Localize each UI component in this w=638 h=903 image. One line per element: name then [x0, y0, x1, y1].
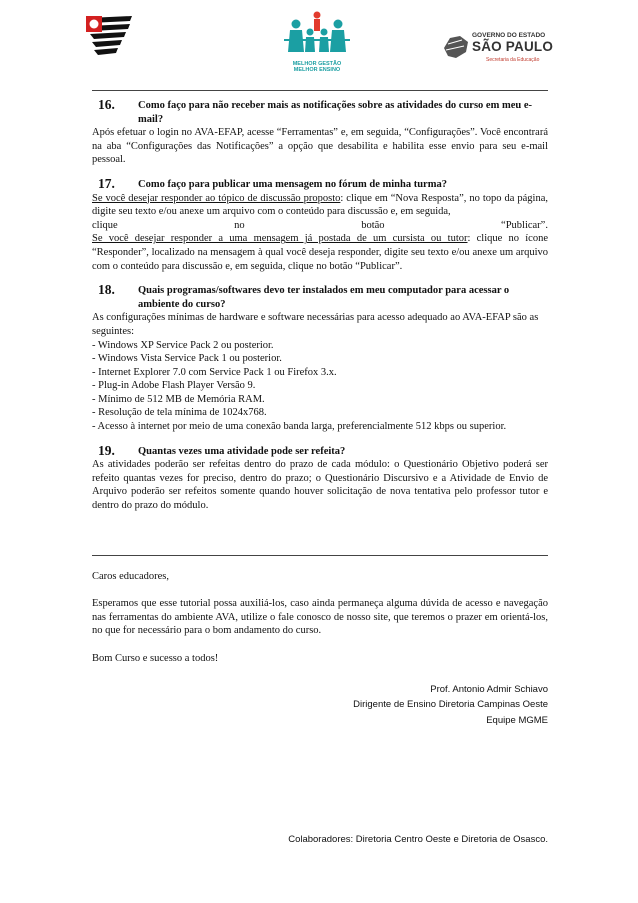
section-divider: [92, 555, 548, 556]
closing-body: Esperamos que esse tutorial possa auxiliá-los, caso ainda permaneça alguma dúvida de acesso e navegação nas ferramentas do ambiente AVA, utilize o fale conosco de nosso site, que teremos o prazer em orientá-los, no que for necessário para o bom andamento do curso.: [92, 598, 548, 637]
answer-18-item: - Internet Explorer 7.0 com Service Pack 1 ou Firefox 3.x.: [92, 366, 337, 378]
answer-17-text2: : clique no ícone “Responder”, localizado na mensagem à qual você deseja responder, digite seu texto e/ou anexe um arquivo com o conteúdo para discussão e, em seguida, clique no botão “Publicar”.: [92, 233, 549, 272]
signature-name: Prof. Antonio Admir Schiavo: [430, 684, 548, 695]
question-number: 16.: [98, 97, 115, 112]
melhor-gestao-logo: [276, 10, 358, 73]
answer-18-item: - Acesso à internet por meio de uma conexão banda larga, preferencialmente 512 kbps ou superior.: [92, 421, 507, 433]
question-text: Quantas vezes uma atividade pode ser refeita?: [138, 445, 346, 457]
answer-18-item: - Resolução de tela mínima de 1024x768.: [92, 407, 267, 419]
page-footer: Colaboradores: Diretoria Centro Oeste e Diretoria de Osasco.: [288, 834, 548, 845]
question-text: Como faço para não receber mais as notificações sobre as atividades do curso em meu e-mail?: [138, 100, 532, 125]
mg-caption-line2: MELHOR ENSINO: [293, 67, 341, 73]
faq-question-19: [92, 444, 548, 459]
answer-17-condition2: Se você desejar responder a uma mensagem já postada de um cursista ou tutor: [92, 233, 468, 245]
answer-16: Após efetuar o login no AVA-EFAP, acesse “Ferramentas” e, em seguida, “Configurações”. Você encontrará na aba “Configurações das Notificações” a opção que desabilita e habilita esse envio para seu e-mail pessoal.: [92, 127, 548, 166]
answer-18-intro: As configurações mínimas de hardware e software necessárias para acesso adequado ao AVA-EFAP são as seguintes:: [92, 312, 539, 337]
answer-17-text1: : clique em “Nova Resposta”, no topo da página, digite seu texto e/ou anexe um arquivo com o conteúdo para discussão e, em seguida,: [92, 192, 548, 218]
spread-word: botão: [361, 219, 385, 231]
faq-question-16: [92, 98, 548, 126]
signature-role: Dirigente de Ensino Diretoria Campinas Oeste: [353, 699, 548, 711]
question-text: Como faço para publicar uma mensagem no fórum de minha turma?: [138, 178, 447, 190]
faq-question-18: [92, 283, 548, 311]
answer-18-item: - Plug-in Adobe Flash Player Versão 9.: [92, 380, 256, 392]
faq-section: [92, 96, 548, 513]
question-number: 19.: [98, 442, 115, 458]
spread-word: “Publicar”.: [501, 219, 548, 231]
mg-caption-line1: MELHOR GESTÃO: [292, 61, 342, 67]
answer-17-part2: [92, 232, 548, 273]
answer-18-item: - Windows XP Service Pack 2 ou posterior.: [92, 339, 274, 351]
spread-word: clique: [92, 219, 118, 231]
answer-19: As atividades poderão ser refeitas dentro do prazo de cada módulo: o Questionário Objetivo poderá ser refeito quantas vezes for preciso, dentro do prazo; o Questionário Discursivo e a Atividade de Envio de Arquivo poderão ser refeitos somente quando houver solicitação de nova tentativa pelo professor tutor e dentro do prazo do módulo.: [92, 459, 548, 512]
answer-17-part1: [92, 192, 548, 219]
answer-17-condition1: Se você desejar responder ao tópico de discussão proposto: [92, 192, 341, 204]
header-divider: [92, 90, 548, 91]
page-header: [0, 0, 638, 90]
state-map-icon: [442, 34, 470, 60]
spread-word: no: [234, 219, 245, 231]
question-number: 17.: [98, 175, 115, 191]
gov-subtitle: Secretaria da Educação: [486, 57, 540, 63]
closing-wish: Bom Curso e sucesso a todos!: [92, 652, 219, 664]
sao-paulo-flag-icon: [86, 14, 134, 60]
faq-question-17: [92, 177, 548, 192]
answer-17-spread-line: [92, 219, 548, 233]
gov-title-small: GOVERNO DO ESTADO: [472, 32, 546, 39]
closing-greeting: Caros educadores,: [92, 571, 169, 582]
answer-18-item: - Windows Vista Service Pack 1 ou posterior.: [92, 353, 282, 365]
governo-sao-paulo-logo: [442, 30, 554, 70]
closing-message: [92, 570, 548, 679]
question-text: Quais programas/softwares devo ter instalados em meu computador para acessar o ambiente do curso?: [138, 285, 510, 310]
family-figures-icon: [280, 10, 354, 56]
signature-block: [353, 682, 548, 728]
question-number: 18.: [98, 282, 115, 298]
answer-18-item: - Mínimo de 512 MB de Memória RAM.: [92, 393, 265, 405]
signature-team: Equipe MGME: [486, 714, 548, 726]
gov-title-large: SÃO PAULO: [472, 39, 554, 54]
